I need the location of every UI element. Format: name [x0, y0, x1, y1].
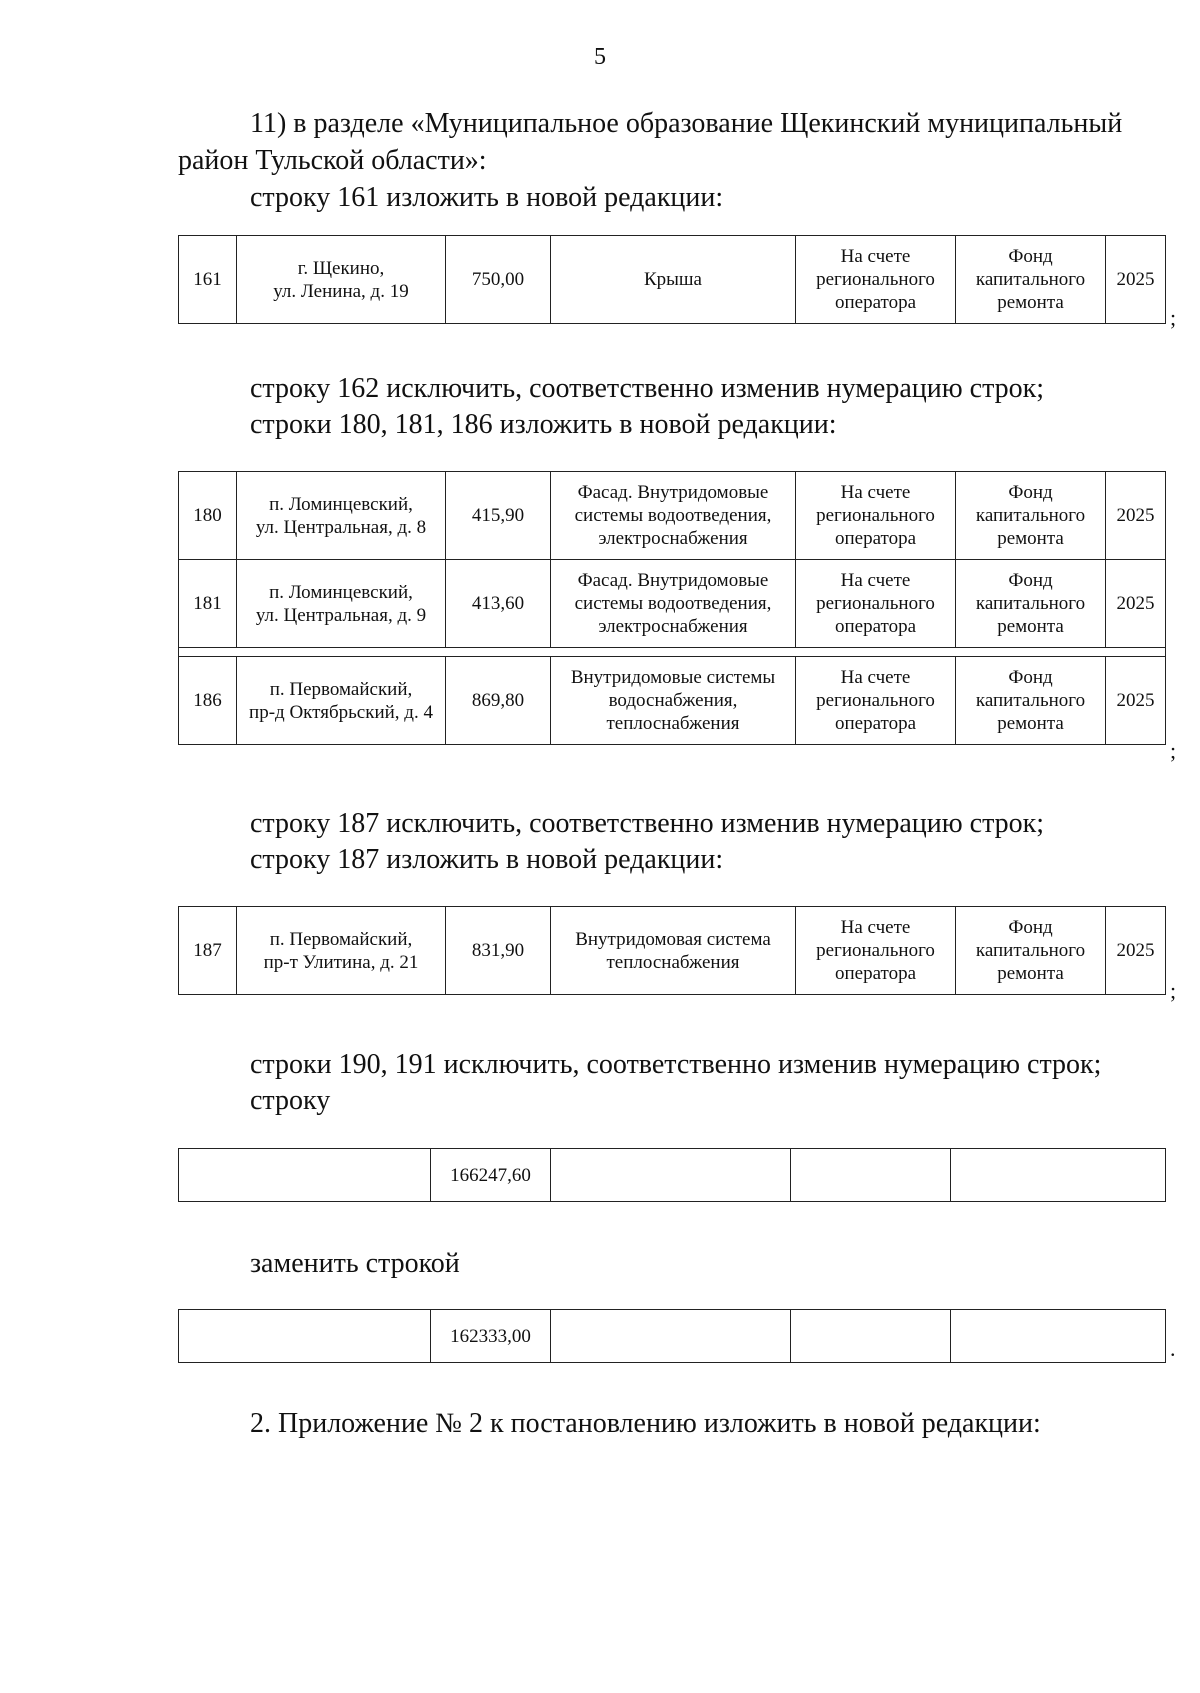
total-new-empty-3 — [791, 1310, 951, 1363]
cell-area: 831,90 — [446, 907, 551, 995]
total-old-empty-3 — [791, 1149, 951, 1202]
cell-work-type: Фасад. Внутридомовые системы водоотведения, электроснабжения — [551, 472, 796, 560]
cell-source: Фонд капитального ремонта — [956, 907, 1106, 995]
cell-account: На счете регионального оператора — [796, 472, 956, 560]
cell-account: На счете регионального оператора — [796, 236, 956, 324]
total-row-new — [178, 1309, 1166, 1363]
paragraph-180: строки 180, 181, 186 изложить в новой редакции: — [250, 409, 837, 440]
paragraph-187b: строку 187 изложить в новой редакции: — [250, 844, 724, 875]
cell-year: 2025 — [1106, 472, 1166, 560]
cell-year: 2025 — [1106, 657, 1166, 745]
cell-account: На счете регионального оператора — [796, 907, 956, 995]
table-rows-180-186 — [178, 471, 1166, 745]
paragraph-187a: строку 187 исключить, соответственно изменив нумерацию строк; — [250, 808, 1045, 839]
cell-source: Фонд капитального ремонта — [956, 472, 1106, 560]
table-spacer — [179, 648, 1166, 657]
page-number: 5 — [594, 44, 606, 70]
cell-work-type: Внутридомовые системы водоснабжения, теплоснабжения — [551, 657, 796, 745]
cell-source: Фонд капитального ремонта — [956, 657, 1106, 745]
semicolon-186: ; — [1170, 738, 1177, 763]
cell-source: Фонд капитального ремонта — [956, 236, 1106, 324]
cell-area: 415,90 — [446, 472, 551, 560]
cell-address: п. Первомайский, пр-д Октябрьский, д. 4 — [237, 657, 446, 745]
total-new-value: 162333,00 — [431, 1310, 551, 1363]
cell-work-type: Внутридомовая система теплоснабжения — [551, 907, 796, 995]
cell-address: г. Щекино, ул. Ленина, д. 19 — [237, 236, 446, 324]
cell-area: 750,00 — [446, 236, 551, 324]
cell-row-number: 161 — [179, 236, 237, 324]
cell-year: 2025 — [1106, 560, 1166, 648]
cell-row-number: 186 — [179, 657, 237, 745]
cell-source: Фонд капитального ремонта — [956, 560, 1106, 648]
semicolon-187: ; — [1170, 978, 1177, 1003]
section-intro-line3: строку 161 изложить в новой редакции: — [250, 182, 724, 213]
total-old-empty-4 — [951, 1149, 1166, 1202]
section-intro-line2: район Тульской области»: — [178, 145, 487, 176]
cell-work-type: Крыша — [551, 236, 796, 324]
total-old-empty-2 — [551, 1149, 791, 1202]
paragraph-162: строку 162 исключить, соответственно изменив нумерацию строк; — [250, 373, 1045, 404]
table-row — [179, 472, 1166, 560]
table-row — [179, 657, 1166, 745]
table-row-187 — [178, 906, 1166, 995]
paragraph-appendix: 2. Приложение № 2 к постановлению изложить в новой редакции: — [250, 1408, 1041, 1439]
paragraph-replace: заменить строкой — [250, 1248, 460, 1279]
cell-year: 2025 — [1106, 236, 1166, 324]
semicolon-161: ; — [1170, 305, 1177, 330]
cell-area: 413,60 — [446, 560, 551, 648]
cell-account: На счете регионального оператора — [796, 560, 956, 648]
cell-address: п. Первомайский, пр-т Улитина, д. 21 — [237, 907, 446, 995]
cell-account: На счете регионального оператора — [796, 657, 956, 745]
total-row-old — [178, 1148, 1166, 1202]
total-new-empty-1 — [179, 1310, 431, 1363]
cell-address: п. Ломинцевский, ул. Центральная, д. 9 — [237, 560, 446, 648]
total-new-empty-2 — [551, 1310, 791, 1363]
total-old-empty-1 — [179, 1149, 431, 1202]
paragraph-190: строки 190, 191 исключить, соответственно изменив нумерацию строк; — [250, 1049, 1102, 1080]
cell-year: 2025 — [1106, 907, 1166, 995]
table-row-161 — [178, 235, 1166, 324]
table-row — [179, 907, 1166, 995]
total-new-empty-4 — [951, 1310, 1166, 1363]
cell-row-number: 187 — [179, 907, 237, 995]
paragraph-stroku: строку — [250, 1085, 331, 1116]
final-period: . — [1170, 1336, 1176, 1361]
cell-work-type: Фасад. Внутридомовые системы водоотведения, электроснабжения — [551, 560, 796, 648]
cell-row-number: 181 — [179, 560, 237, 648]
cell-area: 869,80 — [446, 657, 551, 745]
table-spacer-cell — [179, 648, 1166, 657]
cell-row-number: 180 — [179, 472, 237, 560]
total-old-value: 166247,60 — [431, 1149, 551, 1202]
table-row — [179, 236, 1166, 324]
section-intro-line1: 11) в разделе «Муниципальное образование Щекинский муниципальный — [250, 108, 1123, 139]
cell-address: п. Ломинцевский, ул. Центральная, д. 8 — [237, 472, 446, 560]
table-row — [179, 560, 1166, 648]
